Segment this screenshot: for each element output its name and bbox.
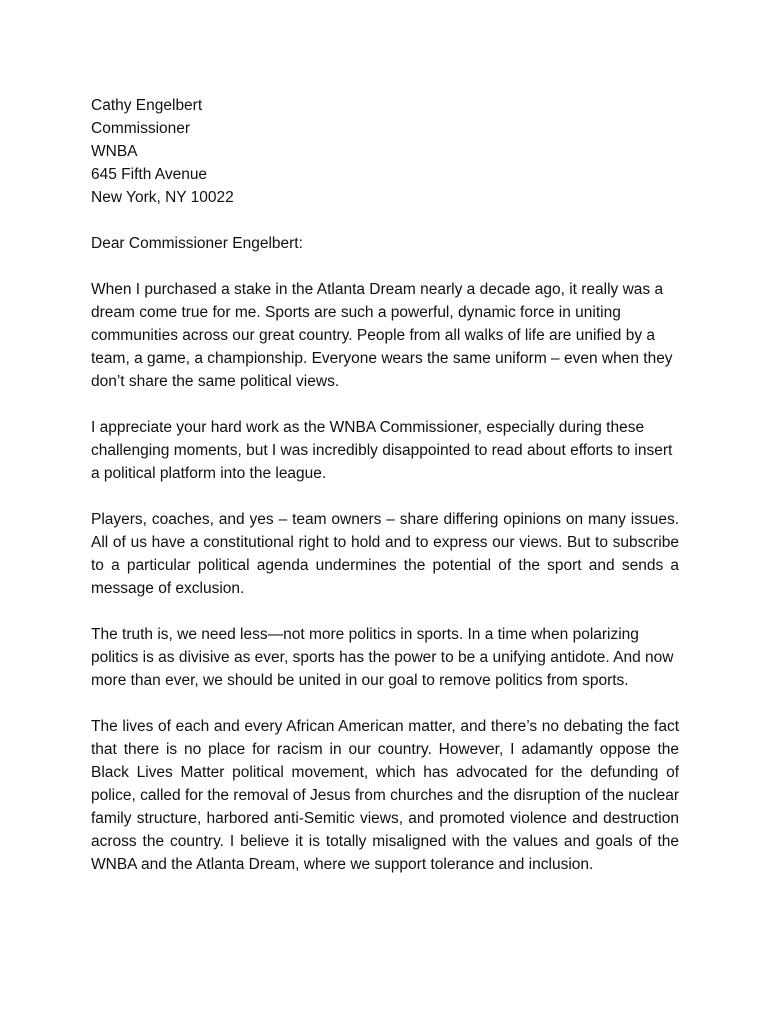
recipient-title: Commissioner bbox=[91, 120, 191, 137]
recipient-street: 645 Fifth Avenue bbox=[91, 166, 208, 183]
recipient-name: Cathy Engelbert bbox=[91, 97, 203, 114]
paragraph-2: I appreciate your hard work as the WNBA Commissioner, especially during these challenging moments, but I was incredibly disappointed to read about efforts to insert a political platform into the league. bbox=[91, 419, 673, 482]
paragraph-3: Players, coaches, and yes – team owners – share differing opinions on many issues. All of us have a constitutional right to hold and to express our views. But to subscribe to a particular political agenda undermines the potential of the sport and sends a message of exclusion. bbox=[91, 511, 679, 597]
recipient-city: New York, NY 10022 bbox=[91, 189, 234, 206]
recipient-address bbox=[91, 94, 679, 209]
letter-page bbox=[91, 94, 679, 876]
paragraph-4: The truth is, we need less—not more politics in sports. In a time when polarizing politics is as divisive as ever, sports has the power to be a unifying antidote. And now more than ever, we should be united in our goal to remove politics from sports. bbox=[91, 626, 674, 689]
salutation: Dear Commissioner Engelbert: bbox=[91, 235, 303, 252]
recipient-organization: WNBA bbox=[91, 143, 138, 160]
paragraph-5: The lives of each and every African American matter, and there’s no debating the fact that there is no place for racism in our country. However, I adamantly oppose the Black Lives Matter political movement, which has advocated for the defunding of police, called for the removal of Jesus from churches and the disruption of the nuclear family structure, harbored anti-Semitic views, and promoted violence and destruction across the country. I believe it is totally misaligned with the values and goals of the WNBA and the Atlanta Dream, where we support tolerance and inclusion. bbox=[91, 718, 679, 873]
paragraph-1: When I purchased a stake in the Atlanta Dream nearly a decade ago, it really was a dream come true for me. Sports are such a powerful, dynamic force in uniting communities across our great country. People from all walks of life are unified by a team, a game, a championship. Everyone wears the same uniform – even when they don’t share the same political views. bbox=[91, 281, 673, 390]
